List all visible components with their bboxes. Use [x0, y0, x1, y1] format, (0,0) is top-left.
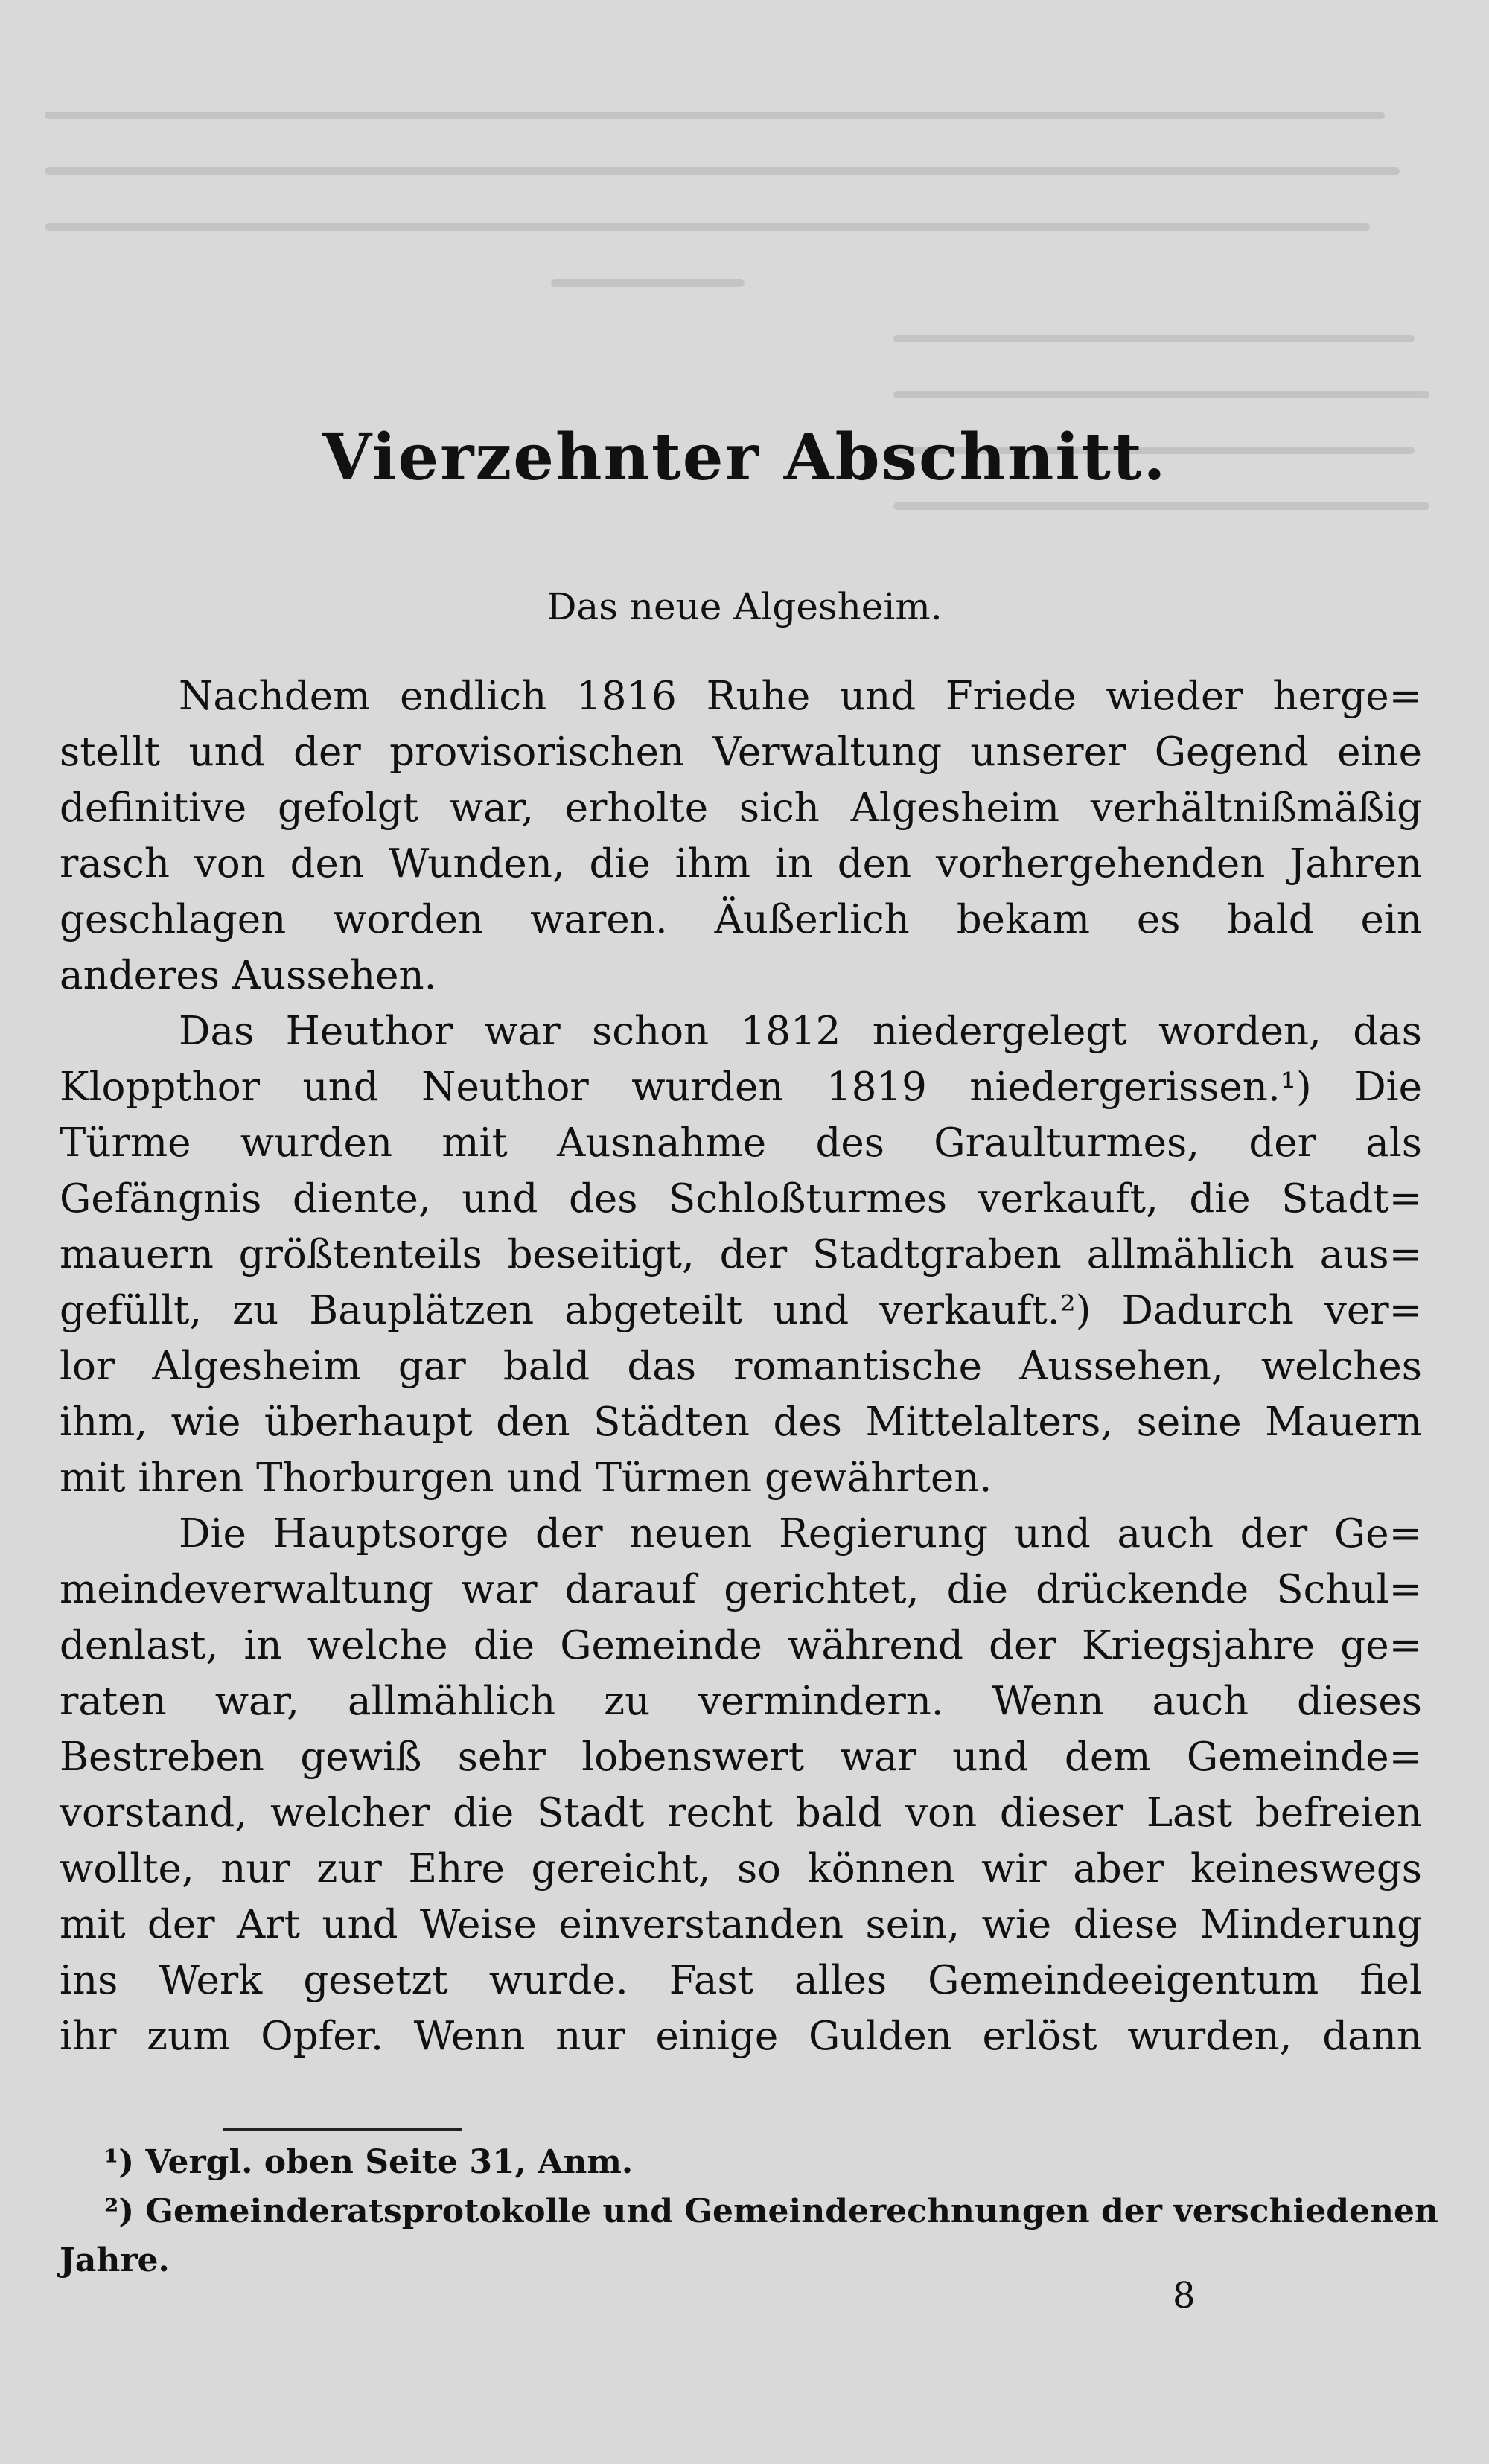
bleed-through-texture [0, 0, 1489, 670]
footnote-2-continuation: Jahre. [60, 2241, 170, 2279]
footnote-divider [223, 2128, 462, 2131]
text-line: Bestreben gewiß sehr lobenswert war und dem Gemeinde= [60, 1734, 1422, 1780]
text-line: denlast, in welche die Gemeinde während der Kriegsjahre ge= [60, 1623, 1422, 1668]
text-line: anderes Aussehen. [60, 953, 437, 998]
paragraph-3 [60, 1506, 1422, 2064]
chapter-title: Vierzehnter Abschnitt. [322, 420, 1167, 495]
text-line: Türme wurden mit Ausnahme des Graulturmes, der als [60, 1120, 1422, 1166]
text-line: raten war, allmählich zu vermindern. Wenn auch dieses [60, 1679, 1422, 1724]
text-line: meindeverwaltung war darauf gerichtet, die drückende Schul= [60, 1567, 1422, 1612]
text-line: Die Hauptsorge der neuen Regierung und auch der Ge= [179, 1511, 1422, 1557]
text-line: geschlagen worden waren. Äußerlich bekam es bald ein [60, 897, 1422, 942]
page-number: 8 [1173, 2275, 1196, 2317]
text-line: stellt und der provisorischen Verwaltung unserer Gegend eine [60, 730, 1422, 775]
footnote-2: ²) Gemeinderatsprotokolle und Gemeinderechnungen der verschiedenen [104, 2192, 1438, 2230]
footnotes [60, 2138, 1438, 2285]
text-line: mauern größtenteils beseitigt, der Stadtgraben allmählich aus= [60, 1232, 1422, 1277]
text-line: ihr zum Opfer. Wenn nur einige Gulden erlöst wurden, dann [60, 2014, 1422, 2059]
text-line: lor Algesheim gar bald das romantische Aussehen, welches [60, 1344, 1422, 1389]
text-line: wollte, nur zur Ehre gereicht, so können wir aber keineswegs [60, 1846, 1422, 1892]
chapter-subtitle: Das neue Algesheim. [546, 585, 943, 628]
paragraph-2 [60, 1003, 1422, 1506]
text-line: rasch von den Wunden, die ihm in den vorhergehenden Jahren [60, 841, 1422, 887]
text-line: gefüllt, zu Bauplätzen abgeteilt und verkauft.²) Dadurch ver= [60, 1288, 1422, 1333]
text-line: Gefängnis diente, und des Schloßturmes verkauft, die Stadt= [60, 1176, 1422, 1222]
text-line: Nachdem endlich 1816 Ruhe und Friede wieder herge= [179, 674, 1422, 719]
paragraph-1 [60, 668, 1422, 1003]
text-line: Das Heuthor war schon 1812 niedergelegt worden, das [179, 1009, 1422, 1054]
body-text [60, 668, 1422, 2064]
text-line: mit ihren Thorburgen und Türmen gewährten. [60, 1455, 992, 1501]
text-line: ihm, wie überhaupt den Städten des Mittelalters, seine Mauern [60, 1399, 1422, 1445]
footnote-1: ¹) Vergl. oben Seite 31, Anm. [104, 2143, 634, 2181]
text-line: definitive gefolgt war, erholte sich Algesheim verhältnißmäßig [60, 785, 1422, 831]
text-line: Kloppthor und Neuthor wurden 1819 niedergerissen.¹) Die [60, 1065, 1422, 1110]
text-line: mit der Art und Weise einverstanden sein, wie diese Minderung [60, 1902, 1422, 1947]
text-line: ins Werk gesetzt wurde. Fast alles Gemeindeeigentum fiel [60, 1958, 1422, 2003]
text-line: vorstand, welcher die Stadt recht bald von dieser Last befreien [60, 1790, 1422, 1836]
